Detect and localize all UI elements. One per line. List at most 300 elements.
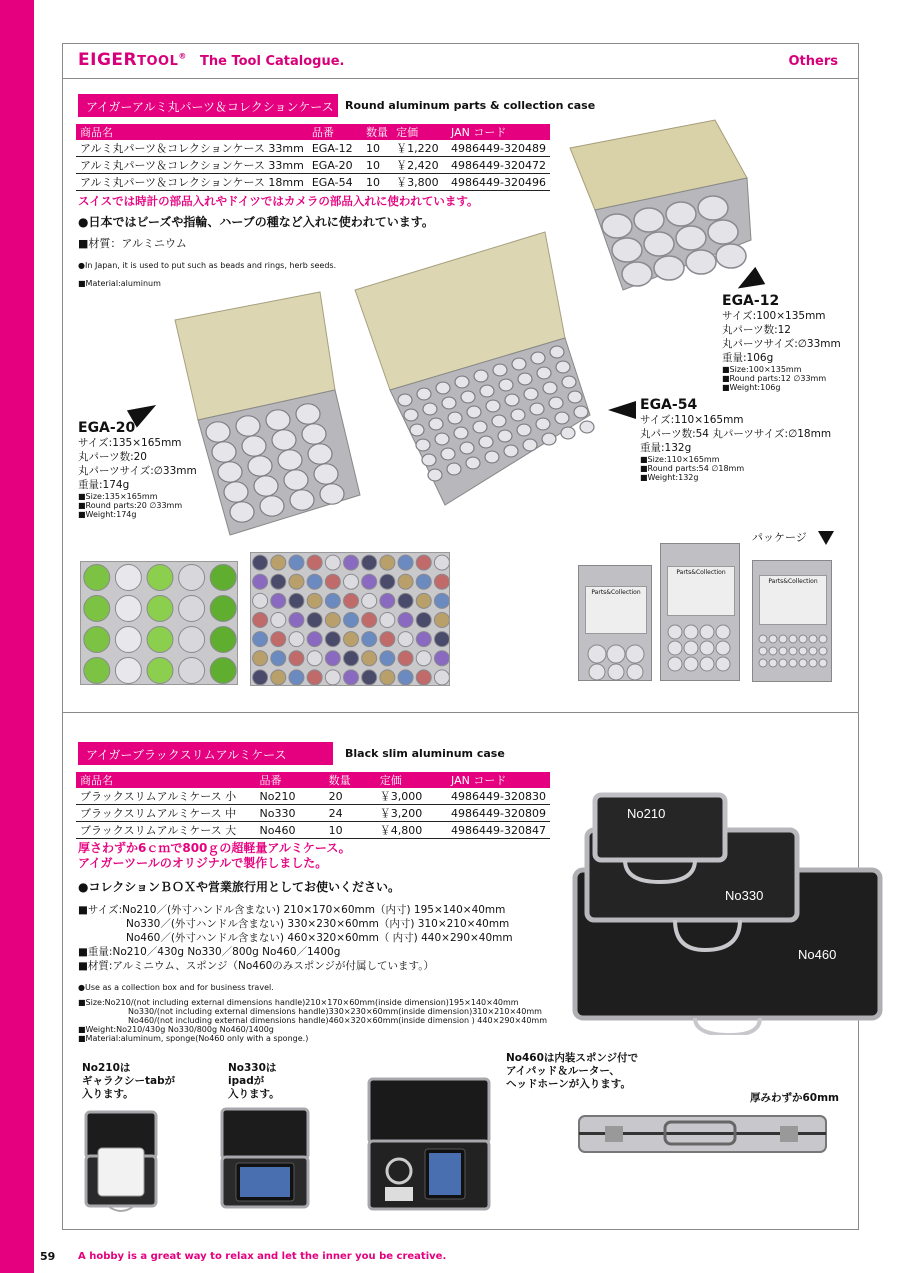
well: [536, 418, 550, 430]
well: [179, 596, 205, 622]
well: [486, 400, 500, 412]
well: [505, 394, 519, 406]
well: [454, 427, 468, 439]
section1-bullet: ●日本ではビーズや指輪、ハーブの種など入れに使われています。: [78, 215, 434, 229]
well: [308, 444, 332, 464]
page-number: 59: [40, 1250, 56, 1263]
well: [212, 442, 236, 462]
well: [344, 574, 359, 589]
ega20-name: EGA-20: [78, 420, 136, 436]
well: [84, 658, 110, 684]
well: [307, 593, 322, 608]
package-photo-medium: [660, 543, 740, 681]
well: [537, 367, 551, 379]
package-large-wells: [753, 561, 832, 682]
well: [253, 593, 268, 608]
well: [362, 593, 377, 608]
well: [479, 436, 493, 448]
section2-size-no460: No460／(外寸ハンドル含まない) 460×320×60mm（ 内寸) 440×290×40mm: [126, 932, 513, 944]
well: [260, 496, 284, 516]
ega54-size-en: ■Size:110×165mm: [640, 455, 720, 464]
table-row: [76, 174, 550, 191]
ega20-spec: [78, 420, 197, 519]
section2-en-use: ●Use as a collection box and for business travel.: [78, 983, 274, 992]
section2-size-no210: ■サイズ:No210／(外寸ハンドル含まない) 210×170×60mm（内寸) 195×140×40mm: [78, 904, 506, 916]
ega20-count: 丸パーツ数:20: [78, 451, 147, 463]
section2-en-size1: ■Size:No210/(not including external dimensions handle)210×170×60mm(inside dimension)195×140×40mm: [78, 998, 519, 1007]
table-row: [76, 157, 550, 174]
well: [115, 565, 141, 591]
well: [417, 388, 431, 400]
well: [398, 394, 412, 406]
well: [325, 613, 340, 628]
cell: 10: [362, 174, 392, 191]
pink-sidebar-strip: [0, 0, 34, 1273]
bead-illustration: [251, 553, 450, 686]
well: [253, 632, 268, 647]
well: [416, 555, 431, 570]
well: [524, 388, 538, 400]
ega54-size: サイズ:110×165mm: [640, 414, 744, 426]
well: [466, 457, 480, 469]
col-qty: 数量: [325, 772, 376, 788]
caption-thickness: 厚みわずか60mm: [750, 1092, 839, 1104]
well: [307, 555, 322, 570]
package-arrow: [818, 531, 834, 545]
well: [248, 456, 272, 476]
well: [549, 397, 563, 409]
section2-size-no330: No330／(外寸ハンドル含まない) 330×230×60mm（内寸) 310×210×40mm: [126, 918, 510, 930]
cell: 20: [325, 788, 376, 805]
well: [210, 565, 236, 591]
well: [210, 658, 236, 684]
well: [434, 613, 449, 628]
well: [574, 406, 588, 418]
well: [289, 670, 304, 685]
section2-en-size2: No330/(not including external dimensions handle)330×230×60mm(inside dimension)310×210×40mm: [128, 1007, 542, 1016]
well: [380, 651, 395, 666]
well: [480, 385, 494, 397]
well: [434, 632, 449, 647]
well: [398, 574, 413, 589]
caption-line: ヘッドホーンが入ります。: [506, 1078, 631, 1090]
cell: アルミ丸パーツ＆コレクションケース 18mm: [76, 174, 308, 191]
well: [254, 476, 278, 496]
well: [271, 651, 286, 666]
well: [404, 409, 418, 421]
ega54-pointer-arrow: [608, 401, 636, 419]
section-category: Others: [788, 54, 838, 69]
section2-lead1: 厚さわずか6ｃｍで800ｇの超軽量アルミケース。: [78, 841, 351, 855]
well: [206, 422, 230, 442]
well: [179, 658, 205, 684]
section1-material-en: ■Material:aluminum: [78, 279, 161, 288]
section2-subtitle: Black slim aluminum case: [345, 747, 505, 760]
side-view-case-illustration: [575, 1108, 830, 1160]
well: [504, 445, 518, 457]
well: [398, 651, 413, 666]
well: [307, 670, 322, 685]
well: [179, 565, 205, 591]
well: [344, 651, 359, 666]
ega20-size-en: ■Size:135×165mm: [78, 492, 158, 501]
case-label-no460: No460: [798, 947, 837, 962]
package-label: パッケージ: [752, 531, 807, 544]
table-row: [76, 805, 550, 822]
well: [344, 613, 359, 628]
section2-material: ■材質:アルミニウム、スポンジ（No460のみスポンジが付属しています。）: [78, 960, 434, 972]
well: [147, 565, 173, 591]
cell: ￥1,220: [392, 140, 447, 157]
col-name: 商品名: [76, 124, 308, 140]
cell: EGA-12: [308, 140, 362, 157]
well: [410, 424, 424, 436]
table-row: [76, 822, 550, 839]
ega54-photo: [350, 230, 600, 510]
section2-lead2: アイガーツールのオリジナルで製作しました。: [78, 856, 328, 870]
black-cases-illustration: [565, 790, 885, 1035]
well: [461, 391, 475, 403]
caption-line: No210は: [82, 1062, 131, 1074]
well: [253, 574, 268, 589]
well: [344, 670, 359, 685]
well: [302, 424, 326, 444]
open-case-no210-illustration: [82, 1108, 160, 1216]
well: [271, 632, 286, 647]
well: [518, 373, 532, 385]
cell: ￥3,200: [376, 805, 447, 822]
well: [428, 469, 442, 481]
well: [380, 632, 395, 647]
open-case-no330-photo: [218, 1105, 313, 1217]
ega20-illustration: [170, 290, 370, 540]
well: [542, 433, 556, 445]
cell: ブラックスリムアルミケース 小: [76, 788, 255, 805]
section2-product-table: [76, 772, 550, 839]
well: [416, 632, 431, 647]
logo-main: EIGER: [78, 50, 138, 70]
ega20-size: サイズ:135×165mm: [78, 437, 182, 449]
package-box-print: Parts&Collection: [585, 586, 647, 634]
section2-bullet: ●コレクションＢＯＸや営業旅行用としてお使いください。: [78, 880, 400, 894]
section-divider: [62, 712, 859, 713]
well: [434, 555, 449, 570]
well: [210, 627, 236, 653]
well: [289, 632, 304, 647]
well: [344, 593, 359, 608]
well: [147, 658, 173, 684]
cell: No210: [255, 788, 324, 805]
well: [362, 670, 377, 685]
ega12-spec: [722, 293, 841, 392]
well: [531, 352, 545, 364]
well: [325, 555, 340, 570]
caption-line: ギャラクシーtabが: [82, 1075, 176, 1087]
cell: 4986449-320496: [447, 174, 550, 191]
well: [253, 651, 268, 666]
section1-title: アイガーアルミ丸パーツ＆コレクションケース: [78, 94, 338, 117]
well: [511, 409, 525, 421]
cell: EGA-54: [308, 174, 362, 191]
well: [556, 361, 570, 373]
well: [380, 555, 395, 570]
well: [442, 397, 456, 409]
herb-illustration: [81, 562, 238, 685]
cell: 10: [362, 140, 392, 157]
well: [271, 574, 286, 589]
logo-registered: ®: [178, 51, 187, 61]
well: [253, 670, 268, 685]
table-header-row: [76, 772, 550, 788]
logo-sub: TOOL: [137, 54, 179, 69]
well: [325, 593, 340, 608]
well: [289, 574, 304, 589]
cell: 10: [325, 822, 376, 839]
well: [434, 574, 449, 589]
cell: No460: [255, 822, 324, 839]
ega54-spec: [640, 397, 831, 482]
section1-subtitle: Round aluminum parts & collection case: [345, 99, 596, 112]
well: [362, 555, 377, 570]
well: [236, 416, 260, 436]
well: [423, 403, 437, 415]
cell: ￥4,800: [376, 822, 447, 839]
caption-no210: [82, 1062, 175, 1101]
well: [307, 632, 322, 647]
ega54-count: 丸パーツ数:54 丸パーツサイズ:∅18mm: [640, 428, 832, 440]
well: [422, 454, 436, 466]
caption-no330: [228, 1062, 280, 1101]
col-price: 定価: [376, 772, 447, 788]
section2-title: アイガーブラックスリムアルミケース: [78, 742, 333, 765]
well: [271, 613, 286, 628]
well: [416, 651, 431, 666]
well: [550, 346, 564, 358]
table-header-row: [76, 124, 550, 140]
package-small-wells: [579, 566, 652, 681]
ega12-size: サイズ:100×135mm: [722, 310, 826, 322]
well: [307, 574, 322, 589]
package-box-print: Parts&Collection: [759, 575, 827, 625]
table-row: [76, 140, 550, 157]
col-code: 品番: [255, 772, 324, 788]
well: [147, 627, 173, 653]
well: [271, 670, 286, 685]
well: [416, 439, 430, 451]
col-price: 定価: [392, 124, 447, 140]
well: [210, 596, 236, 622]
well: [398, 555, 413, 570]
well: [84, 596, 110, 622]
well: [568, 391, 582, 403]
well: [448, 412, 462, 424]
side-view-case-photo: [575, 1108, 830, 1160]
brand-logo: [78, 50, 187, 70]
well: [441, 448, 455, 460]
open-case-no330-illustration: [218, 1105, 313, 1217]
cell: 4986449-320809: [447, 805, 550, 822]
well: [416, 593, 431, 608]
cell: 4986449-320472: [447, 157, 550, 174]
cell: ￥2,420: [392, 157, 447, 174]
well: [380, 613, 395, 628]
well: [435, 433, 449, 445]
cell: ブラックスリムアルミケース 大: [76, 822, 255, 839]
well: [460, 442, 474, 454]
well: [362, 651, 377, 666]
ega12-size-en: ■Size:100×135mm: [722, 365, 802, 374]
well: [530, 403, 544, 415]
well: [289, 613, 304, 628]
well: [543, 382, 557, 394]
caption-line: 入ります。: [82, 1088, 134, 1100]
black-cases-photo: [565, 790, 885, 1035]
section2-en-material: ■Material:aluminum, sponge(No460 only with a sponge.): [78, 1034, 309, 1043]
well: [498, 430, 512, 442]
well: [218, 462, 242, 482]
caption-line: No330は: [228, 1062, 277, 1074]
ega54-name: EGA-54: [640, 397, 698, 413]
well: [344, 555, 359, 570]
caption-no460: [506, 1052, 638, 1091]
col-qty: 数量: [362, 124, 392, 140]
well: [272, 430, 296, 450]
caption-line: 入ります。: [228, 1088, 280, 1100]
cell: アルミ丸パーツ＆コレクションケース 33mm: [76, 140, 308, 157]
well: [398, 670, 413, 685]
well: [555, 412, 569, 424]
well: [416, 613, 431, 628]
package-box-print: Parts&Collection: [667, 566, 735, 616]
well: [320, 484, 344, 504]
well: [362, 613, 377, 628]
well: [284, 470, 308, 490]
well: [289, 593, 304, 608]
ega12-parts-en: ■Round parts:12 ∅33mm: [722, 374, 827, 383]
caption-line: No460は内装スポンジ付で: [506, 1052, 639, 1064]
cell: EGA-20: [308, 157, 362, 174]
well: [271, 555, 286, 570]
well: [325, 632, 340, 647]
ega12-name: EGA-12: [722, 293, 780, 309]
well: [296, 404, 320, 424]
well: [447, 463, 461, 475]
well: [325, 651, 340, 666]
well: [230, 502, 254, 522]
caption-line: アイパッド＆ルーター、: [506, 1065, 620, 1077]
well: [307, 651, 322, 666]
col-name: 商品名: [76, 772, 255, 788]
well: [344, 632, 359, 647]
well: [115, 596, 141, 622]
col-jan: JAN コード: [447, 772, 550, 788]
well: [398, 632, 413, 647]
ega54-weight-en: ■Weight:132g: [640, 473, 699, 482]
cell: 4986449-320847: [447, 822, 550, 839]
ega12-part-size: 丸パーツサイズ:∅33mm: [722, 338, 841, 350]
cell: 4986449-320489: [447, 140, 550, 157]
cell: 24: [325, 805, 376, 822]
well: [517, 424, 531, 436]
well: [278, 450, 302, 470]
header-divider: [62, 78, 859, 79]
ega20-part-size: 丸パーツサイズ:∅33mm: [78, 465, 197, 477]
well: [380, 574, 395, 589]
col-code: 品番: [308, 124, 362, 140]
package-photo-large: [752, 560, 832, 682]
well: [473, 421, 487, 433]
caption-line: ipadが: [228, 1075, 265, 1087]
well: [561, 427, 575, 439]
col-jan: JAN コード: [447, 124, 550, 140]
open-case-no460-photo: [365, 1075, 493, 1217]
cell: ￥3,000: [376, 788, 447, 805]
usage-photo-beads: [250, 552, 450, 686]
well: [398, 613, 413, 628]
well: [115, 627, 141, 653]
case-label-no210: No210: [627, 806, 666, 821]
well: [434, 593, 449, 608]
open-case-no460-illustration: [365, 1075, 493, 1217]
well: [147, 596, 173, 622]
well: [253, 613, 268, 628]
well: [325, 574, 340, 589]
well: [325, 670, 340, 685]
well: [266, 410, 290, 430]
well: [253, 555, 268, 570]
usage-photo-herbs: [80, 561, 238, 685]
ega12-weight: 重量:106g: [722, 352, 774, 364]
cell: 10: [362, 157, 392, 174]
section1-lead: スイスでは時計の部品入れやドイツではカメラの部品入れに使われています。: [78, 194, 479, 208]
section2-weight: ■重量:No210／430g No330／800g No460／1400g: [78, 946, 341, 958]
section1-product-table: [76, 124, 550, 191]
well: [562, 376, 576, 388]
well: [290, 490, 314, 510]
ega20-weight: 重量:174g: [78, 479, 130, 491]
ega54-parts-en: ■Round parts:54 ∅18mm: [640, 464, 745, 473]
well: [434, 670, 449, 685]
footer-slogan: A hobby is a great way to relax and let the inner you be creative.: [78, 1251, 447, 1262]
cell: 4986449-320830: [447, 788, 550, 805]
well: [416, 670, 431, 685]
cell: ￥3,800: [392, 174, 447, 191]
well: [416, 574, 431, 589]
well: [499, 379, 513, 391]
well: [362, 574, 377, 589]
ega54-illustration: [350, 230, 600, 510]
well: [434, 651, 449, 666]
well: [115, 658, 141, 684]
well: [289, 651, 304, 666]
well: [485, 451, 499, 463]
well: [380, 593, 395, 608]
well: [380, 670, 395, 685]
section1-material-jp: ■材質：アルミニウム: [78, 237, 187, 250]
well: [429, 418, 443, 430]
cell: アルミ丸パーツ＆コレクションケース 33mm: [76, 157, 308, 174]
well: [84, 565, 110, 591]
well: [436, 382, 450, 394]
package-photo-small: [578, 565, 652, 681]
well: [512, 358, 526, 370]
ega54-weight: 重量:132g: [640, 442, 692, 454]
well: [580, 421, 594, 433]
well: [398, 593, 413, 608]
catalogue-title: The Tool Catalogue.: [200, 54, 345, 69]
well: [179, 627, 205, 653]
well: [84, 627, 110, 653]
